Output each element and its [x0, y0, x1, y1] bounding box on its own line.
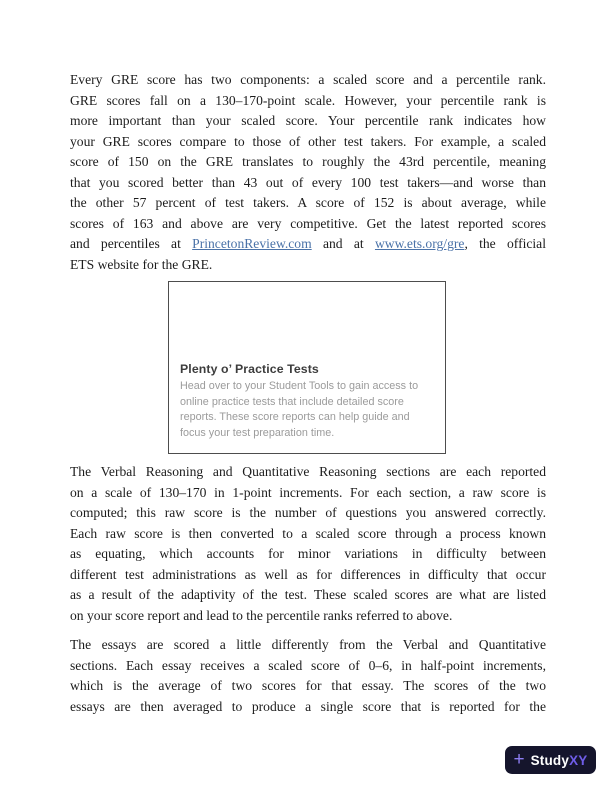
text-line: on your score report and lead to the percentile ranks referred to above. [70, 607, 453, 623]
practice-tests-callout-box [168, 281, 446, 454]
text-line: computed; this raw score is the number of questions you answered correctly. [70, 505, 546, 520]
text-line-with-links [70, 234, 546, 255]
text-line: the other 57 percent of test takers. A score of 152 is about average, while [70, 195, 546, 210]
paragraph-lines [70, 462, 546, 606]
text-line: your GRE scores compare to those of other test takers. For example, a scaled [70, 133, 546, 149]
paragraph-lines [70, 635, 546, 717]
text-line: essays are then averaged to produce a single score that is reported for the [70, 698, 546, 714]
text-line: as equating, which accounts for minor variations in difficulty between [70, 546, 546, 561]
text-line: online practice tests that include detailed score [180, 395, 404, 408]
callout-title: Plenty o’ Practice Tests [180, 362, 319, 377]
text-line: ETS website for the GRE. [70, 256, 213, 272]
text-line: The Verbal Reasoning and Quantitative Reasoning sections are each reported [70, 464, 546, 479]
link-line-mid-text: and at [311, 236, 375, 251]
paragraph-gre-score-components [70, 70, 546, 275]
text-line: reports. These score reports can help guide and [180, 411, 410, 424]
text-line: that you scored better than 43 out of every 100 test takers—and worse than [70, 174, 546, 190]
text-line: scores of 163 and above are very competitive. Get the latest reported scores [70, 215, 546, 231]
text-line: Each raw score is then converted to a scaled score through a process known [70, 525, 546, 541]
text-line: as a result of the adaptivity of the test. These scaled scores are what are listed [70, 587, 546, 602]
link-line-pre-text: and percentiles at [70, 236, 193, 251]
text-line: on a scale of 130–170 in 1-point increments. For each section, a raw score is [70, 484, 546, 500]
text-line: Every GRE score has two components: a scaled score and a percentile rank. [70, 72, 546, 87]
link-line-post-text: , the official [464, 236, 546, 251]
paragraph-lines [70, 70, 546, 234]
brand-name-primary: Study [530, 752, 570, 768]
text-line: different test administrations as well as for differences in difficulty that occur [70, 566, 546, 582]
paragraph-essay-scoring [70, 635, 546, 717]
text-line: Head over to your Student Tools to gain access to [180, 380, 419, 393]
text-line: more important than your scaled score. Your percentile rank indicates how [70, 113, 546, 128]
brand-name-accent: XY [569, 752, 588, 768]
text-line: which is the average of two scores for that essay. The scores of the two [70, 678, 546, 693]
studyxy-brand-badge [505, 746, 596, 774]
text-line: The essays are scored a little differently from the Verbal and Quantitative [70, 637, 546, 652]
plus-icon: + [513, 748, 525, 770]
brand-name [531, 753, 588, 768]
ets-org-link[interactable]: www.ets.org/gre [374, 236, 465, 251]
text-line: score of 150 on the GRE translates to roughly the 43rd percentile, meaning [70, 154, 546, 169]
text-line: sections. Each essay receives a scaled score of 0–6, in half-point increments, [70, 657, 546, 673]
text-line: focus your test preparation time. [180, 426, 335, 439]
text-line: GRE scores fall on a 130–170-point scale. However, your percentile rank is [70, 92, 546, 108]
callout-body [180, 379, 435, 441]
paragraph-scaled-scores [70, 462, 546, 626]
princeton-review-link[interactable]: PrincetonReview.com [192, 236, 312, 251]
